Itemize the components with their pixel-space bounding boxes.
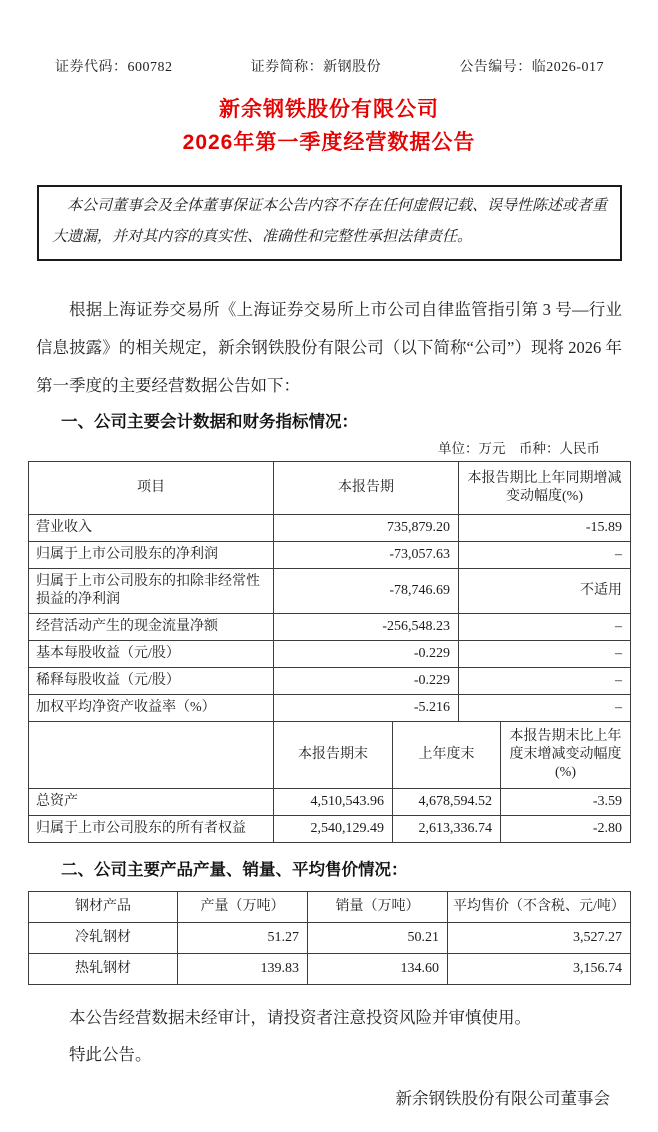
product-sales: 50.21	[308, 923, 448, 954]
row-change: –	[459, 668, 631, 695]
table-header-row	[29, 462, 631, 515]
disclaimer-box	[37, 185, 622, 261]
product-name: 热轧钢材	[29, 954, 178, 985]
row-value: -0.229	[274, 641, 459, 668]
intro-paragraph: 根据上海证券交易所《上海证券交易所上市公司自律监管指引第 3 号—行业信息披露》的相关规定，新余钢铁股份有限公司（以下简称“公司”）现将 2026 年第一季度的主要经营数据公告如下：	[36, 300, 622, 395]
row-value: 2,613,336.74	[393, 816, 501, 843]
product-price: 3,527.27	[448, 923, 631, 954]
row-change: –	[459, 542, 631, 569]
row-label: 总资产	[29, 789, 274, 816]
section2-heading: 二、公司主要产品产量、销量、平均售价情况：	[61, 861, 408, 879]
product-output: 139.83	[178, 954, 308, 985]
column-header-period-end: 本报告期末	[274, 722, 393, 789]
row-value: 4,678,594.52	[393, 789, 501, 816]
product-table	[28, 891, 631, 985]
financial-table-part2	[28, 721, 631, 843]
product-output: 51.27	[178, 923, 308, 954]
product-sales: 134.60	[308, 954, 448, 985]
row-value: 735,879.20	[274, 515, 459, 542]
announcement-number-label: 公告编号：临2026-017	[459, 60, 604, 75]
financial-table-part1	[28, 461, 631, 722]
document-title	[28, 93, 630, 159]
table-row	[29, 542, 631, 569]
column-header-item: 项目	[29, 462, 274, 515]
row-label: 基本每股收益（元/股）	[29, 641, 274, 668]
column-header-blank	[29, 722, 274, 789]
table-row	[29, 816, 631, 843]
row-change: -15.89	[459, 515, 631, 542]
table-subheader-row	[29, 722, 631, 789]
closing-formula: 特此公告。	[69, 1045, 152, 1064]
document-title-line2: 2026年第一季度经营数据公告	[182, 131, 476, 154]
column-header-sales: 销量（万吨）	[308, 892, 448, 923]
row-change: –	[459, 695, 631, 722]
table-row	[29, 515, 631, 542]
row-value: 2,540,129.49	[274, 816, 393, 843]
section1-heading: 一、公司主要会计数据和财务指标情况：	[61, 413, 358, 431]
row-label: 经营活动产生的现金流量净额	[29, 614, 274, 641]
securities-code-label: 证券代码：600782	[55, 60, 173, 75]
product-price: 3,156.74	[448, 954, 631, 985]
row-change: –	[459, 614, 631, 641]
table-row	[29, 569, 631, 614]
row-value: -5.216	[274, 695, 459, 722]
document-meta-row	[28, 56, 630, 76]
column-header-product: 钢材产品	[29, 892, 178, 923]
row-value: -78,746.69	[274, 569, 459, 614]
row-change: –	[459, 641, 631, 668]
closing-note: 本公告经营数据未经审计，请投资者注意投资风险并审慎使用。	[69, 1008, 531, 1027]
row-change: -3.59	[501, 789, 631, 816]
table-header-row	[29, 892, 631, 923]
table-row	[29, 954, 631, 985]
disclaimer-text: 本公司董事会及全体董事保证本公告内容不存在任何虚假记载、误导性陈述或者重大遗漏，并对其内容的真实性、准确性和完整性承担法律责任。	[52, 198, 608, 245]
row-label: 归属于上市公司股东的所有者权益	[29, 816, 274, 843]
row-change: -2.80	[501, 816, 631, 843]
document-page	[0, 56, 658, 1132]
table-row	[29, 695, 631, 722]
row-value: -73,057.63	[274, 542, 459, 569]
row-label: 归属于上市公司股东的扣除非经常性损益的净利润	[29, 569, 274, 614]
row-value: -0.229	[274, 668, 459, 695]
table-row	[29, 668, 631, 695]
board-signature: 新余钢铁股份有限公司董事会	[395, 1089, 610, 1108]
table-row	[29, 789, 631, 816]
row-label: 稀释每股收益（元/股）	[29, 668, 274, 695]
table-row	[29, 923, 631, 954]
row-label: 归属于上市公司股东的净利润	[29, 542, 274, 569]
column-header-avg-price: 平均售价（不含税、元/吨）	[448, 892, 631, 923]
column-header-current-period: 本报告期	[274, 462, 459, 515]
row-change: 不适用	[459, 569, 631, 614]
table-row	[29, 641, 631, 668]
row-value: 4,510,543.96	[274, 789, 393, 816]
row-label: 加权平均净资产收益率（%）	[29, 695, 274, 722]
column-header-prior-year-end: 上年度末	[393, 722, 501, 789]
column-header-yoy-change: 本报告期比上年同期增减变动幅度(%)	[459, 462, 631, 515]
document-title-line1: 新余钢铁股份有限公司	[219, 98, 439, 121]
row-value: -256,548.23	[274, 614, 459, 641]
unit-currency-note: 单位：万元 币种：人民币	[438, 441, 600, 456]
column-header-output: 产量（万吨）	[178, 892, 308, 923]
product-name: 冷轧钢材	[29, 923, 178, 954]
row-label: 营业收入	[29, 515, 274, 542]
closing-paragraph	[36, 999, 622, 1073]
column-header-end-change: 本报告期末比上年度末增减变动幅度(%)	[501, 722, 631, 789]
table-row	[29, 614, 631, 641]
securities-name-label: 证券简称：新钢股份	[250, 60, 382, 75]
